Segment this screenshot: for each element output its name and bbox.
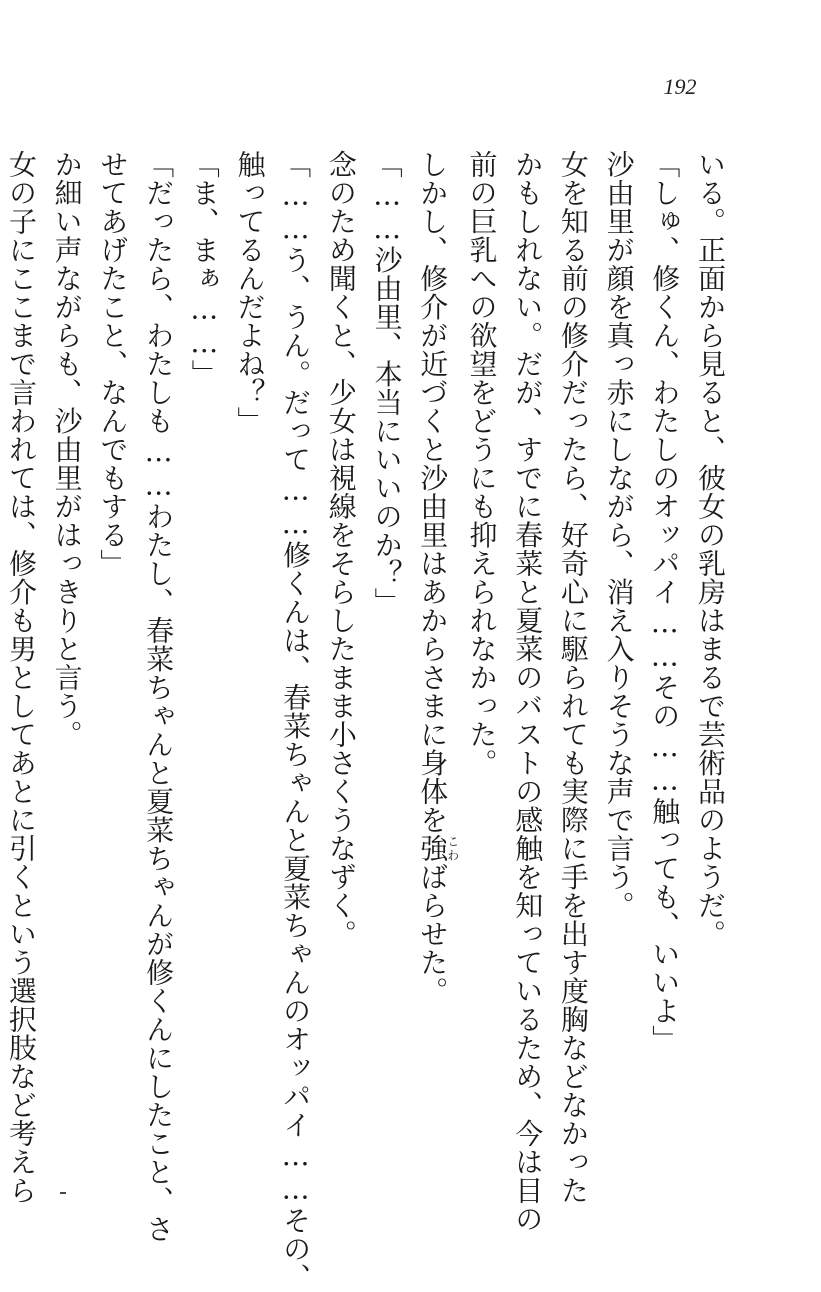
- text-line-7-tail: ばらせた。: [416, 862, 450, 1005]
- text-line-15: か細い声ながらも、沙由里がはっきりと言う。: [50, 150, 84, 749]
- ruby-reading: こわ: [445, 834, 460, 863]
- text-line-5: かもしれない。だが、すでに春菜と夏菜のバストの感触を知っているため、今は目の: [511, 150, 545, 1233]
- text-line-7: [410, 150, 459, 1160]
- text-line-13: 「だったら、わたしも……わたし、春菜ちゃんと夏菜ちゃんが修くんにしたこと、さ: [142, 150, 176, 1243]
- body-text: [0, 150, 733, 1292]
- text-line-8: 「……沙由里、本当にいいのか？」: [370, 150, 404, 616]
- ruby-base: 強: [416, 834, 450, 863]
- text-line-10: 「……う、うん。だって……修くんは、春菜ちゃんと夏菜ちゃんのオッパイ……その、: [279, 150, 313, 1292]
- ruby-kowa: [416, 834, 460, 863]
- text-line-7-main: しかし、修介が近づくと沙由里はあからさまに身体を: [416, 150, 450, 834]
- text-line-9: 念のため聞くと、少女は視線をそらしたまま小さくうなずく。: [324, 150, 358, 948]
- text-line-1: いる。正面から見ると、彼女の乳房はまるで芸術品のようだ。: [694, 150, 727, 948]
- text-line-14: せてあげたこと、なんでもする」: [96, 150, 130, 578]
- text-line-3: 沙由里が顔を真っ赤にしながら、消え入りそうな声で言う。: [602, 150, 636, 920]
- text-line-12: 「ま、まぁ……」: [187, 150, 221, 388]
- text-line-2: 「しゅ、修くん、わたしのオッパイ……その……触っても、いいよ」: [648, 150, 682, 1054]
- text-line-6: 前の巨乳への欲望をどうにも抑えられなかった。: [465, 150, 499, 777]
- text-line-16: 女の子にここまで言われては、修介も男としてあとに引くという選択肢など考えら: [4, 150, 38, 1205]
- text-line-4: 女を知る前の修介だったら、好奇心に駆られても実際に手を出す度胸などなかった: [556, 150, 590, 1205]
- text-line-11: 触ってるんだよね？」: [233, 150, 267, 435]
- scan-mark: [60, 1192, 66, 1200]
- page-number: 192: [663, 74, 697, 99]
